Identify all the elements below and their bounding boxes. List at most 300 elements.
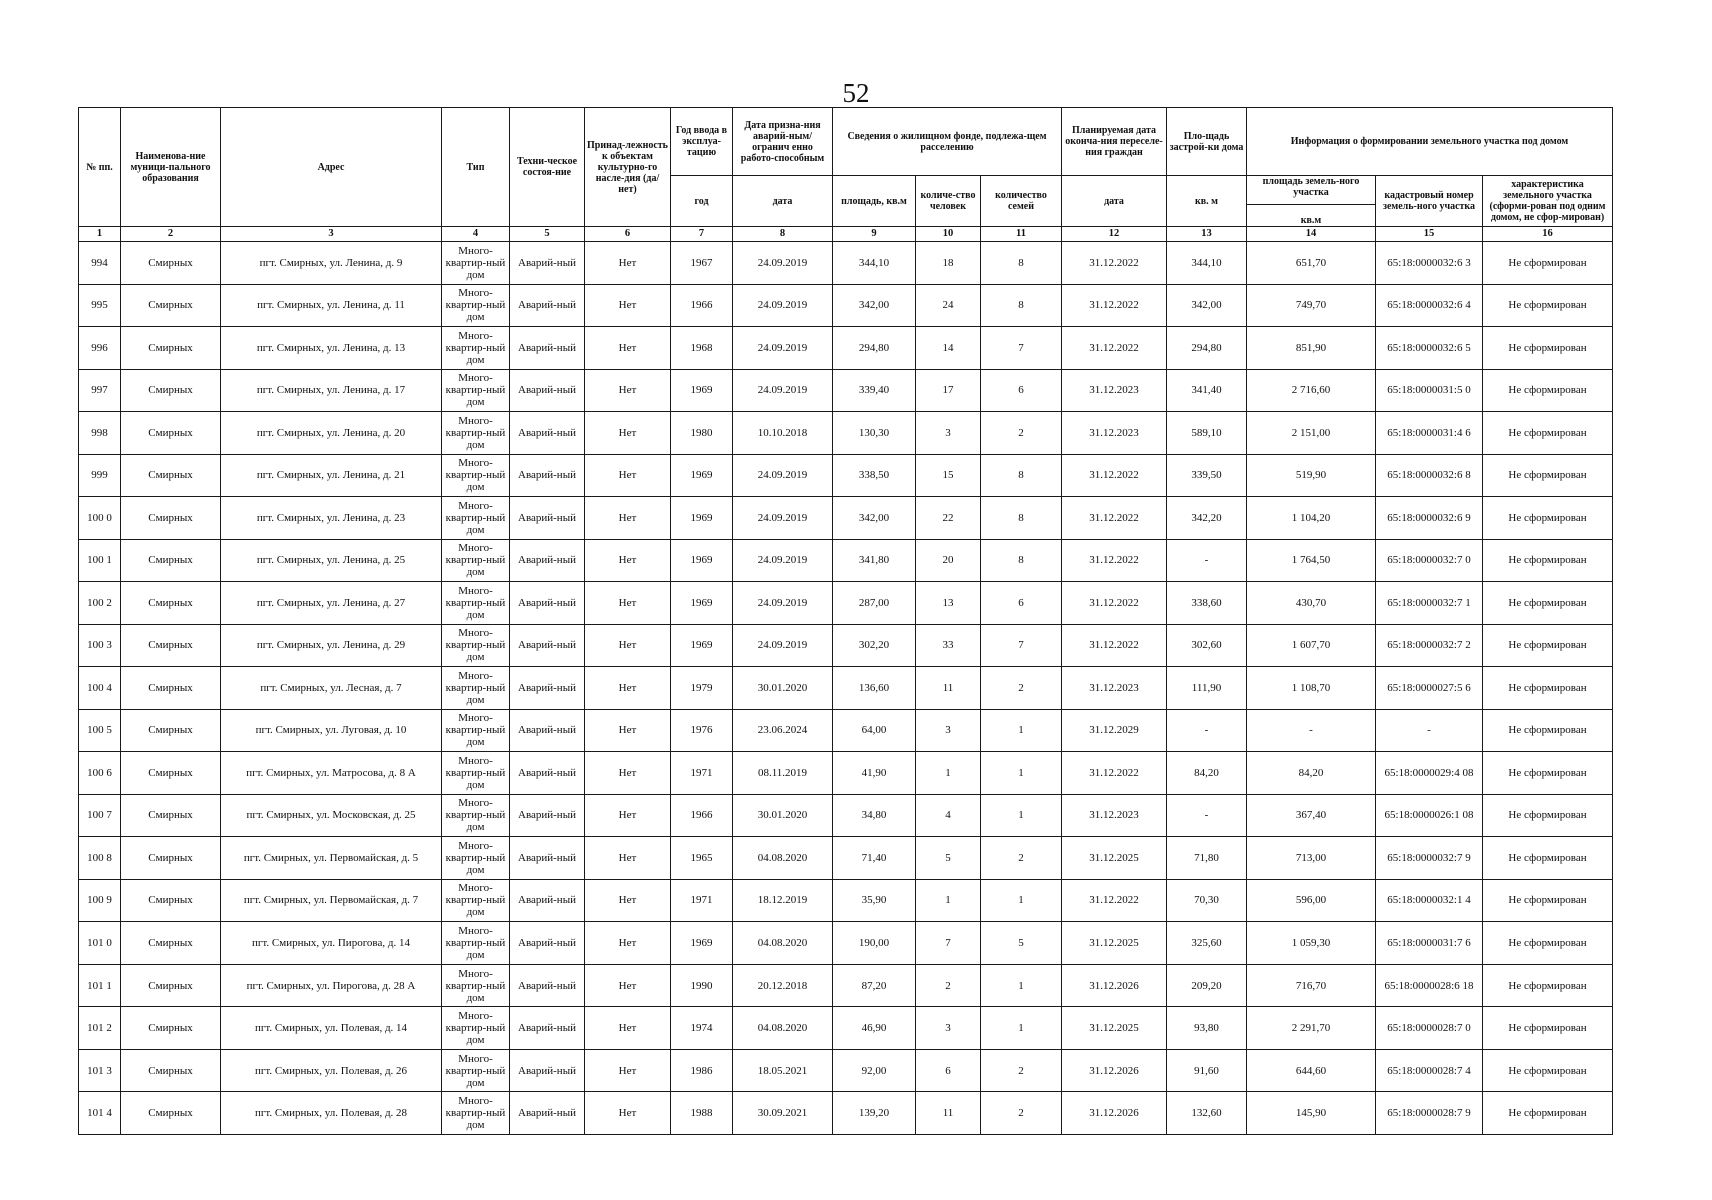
column-number: 6 — [585, 227, 671, 242]
cell-num: 100 5 — [79, 709, 121, 752]
cell-people: 22 — [916, 497, 981, 540]
column-number: 10 — [916, 227, 981, 242]
cell-cadastral: 65:18:0000032:7 0 — [1376, 539, 1483, 582]
cell-families: 8 — [981, 539, 1062, 582]
cell-num: 100 1 — [79, 539, 121, 582]
cell-num: 101 0 — [79, 922, 121, 965]
cell-num: 101 2 — [79, 1007, 121, 1050]
column-number-row — [79, 227, 1613, 242]
cell-people: 1 — [916, 879, 981, 922]
header-emergency-date: Дата призна-ния аварий-ным/огранич енно работо-способным — [733, 108, 833, 176]
cell-cadastral: 65:18:0000028:7 0 — [1376, 1007, 1483, 1050]
cell-cadastral: 65:18:0000031:5 0 — [1376, 369, 1483, 412]
cell-heritage: Нет — [585, 327, 671, 370]
cell-cadastral: 65:18:0000032:6 5 — [1376, 327, 1483, 370]
cell-num: 101 3 — [79, 1049, 121, 1092]
cell-cadastral: 65:18:0000032:7 9 — [1376, 837, 1483, 880]
table-row — [79, 794, 1613, 837]
cell-families: 1 — [981, 1007, 1062, 1050]
cell-tech-state: Аварий-ный — [510, 369, 585, 412]
cell-commissioned-year: 1979 — [671, 667, 733, 710]
cell-emergency-date: 24.09.2019 — [733, 582, 833, 625]
cell-built-area: 111,90 — [1167, 667, 1247, 710]
cell-area: 41,90 — [833, 752, 916, 795]
cell-address: пгт. Смирных, ул. Ленина, д. 27 — [221, 582, 442, 625]
cell-num: 100 7 — [79, 794, 121, 837]
table-row — [79, 539, 1613, 582]
cell-land-area: 84,20 — [1247, 752, 1376, 795]
cell-tech-state: Аварий-ный — [510, 752, 585, 795]
table-row — [79, 667, 1613, 710]
header-built-area-unit: кв. м — [1167, 176, 1247, 227]
cell-commissioned-year: 1986 — [671, 1049, 733, 1092]
header-type: Тип — [442, 108, 510, 227]
cell-emergency-date: 04.08.2020 — [733, 1007, 833, 1050]
cell-heritage: Нет — [585, 1049, 671, 1092]
cell-emergency-date: 10.10.2018 — [733, 412, 833, 455]
cell-municipality: Смирных — [121, 667, 221, 710]
cell-address: пгт. Смирных, ул. Ленина, д. 20 — [221, 412, 442, 455]
cell-address: пгт. Смирных, ул. Пирогова, д. 28 А — [221, 964, 442, 1007]
cell-address: пгт. Смирных, ул. Ленина, д. 21 — [221, 454, 442, 497]
cell-address: пгт. Смирных, ул. Ленина, д. 23 — [221, 497, 442, 540]
cell-municipality: Смирных — [121, 369, 221, 412]
cell-type: Много-квартир-ный дом — [442, 412, 510, 455]
cell-type: Много-квартир-ный дом — [442, 369, 510, 412]
cell-type: Много-квартир-ный дом — [442, 709, 510, 752]
cell-emergency-date: 24.09.2019 — [733, 284, 833, 327]
cell-cadastral: 65:18:0000032:6 8 — [1376, 454, 1483, 497]
cell-people: 3 — [916, 709, 981, 752]
cell-cadastral: 65:18:0000032:6 3 — [1376, 242, 1483, 285]
cell-type: Много-квартир-ный дом — [442, 582, 510, 625]
cell-tech-state: Аварий-ный — [510, 709, 585, 752]
cell-commissioned-year: 1988 — [671, 1092, 733, 1135]
cell-type: Много-квартир-ный дом — [442, 794, 510, 837]
cell-built-area: 589,10 — [1167, 412, 1247, 455]
cell-cadastral: 65:18:0000031:4 6 — [1376, 412, 1483, 455]
cell-built-area: 325,60 — [1167, 922, 1247, 965]
cell-emergency-date: 04.08.2020 — [733, 922, 833, 965]
cell-families: 1 — [981, 794, 1062, 837]
cell-tech-state: Аварий-ный — [510, 794, 585, 837]
cell-people: 17 — [916, 369, 981, 412]
cell-cadastral: 65:18:0000028:7 9 — [1376, 1092, 1483, 1135]
cell-built-area: 341,40 — [1167, 369, 1247, 412]
cell-land-area: 749,70 — [1247, 284, 1376, 327]
cell-commissioned-year: 1968 — [671, 327, 733, 370]
table-row — [79, 242, 1613, 285]
cell-land-status: Не сформирован — [1483, 922, 1613, 965]
cell-heritage: Нет — [585, 624, 671, 667]
cell-tech-state: Аварий-ный — [510, 284, 585, 327]
cell-families: 2 — [981, 667, 1062, 710]
cell-families: 8 — [981, 284, 1062, 327]
cell-heritage: Нет — [585, 582, 671, 625]
cell-cadastral: 65:18:0000032:1 4 — [1376, 879, 1483, 922]
cell-type: Много-квартир-ный дом — [442, 879, 510, 922]
cell-municipality: Смирных — [121, 964, 221, 1007]
cell-land-status: Не сформирован — [1483, 964, 1613, 1007]
cell-people: 15 — [916, 454, 981, 497]
cell-land-area: 713,00 — [1247, 837, 1376, 880]
cell-emergency-date: 30.01.2020 — [733, 667, 833, 710]
cell-area: 130,30 — [833, 412, 916, 455]
cell-built-area: 132,60 — [1167, 1092, 1247, 1135]
cell-planned-date: 31.12.2022 — [1062, 327, 1167, 370]
cell-planned-date: 31.12.2023 — [1062, 667, 1167, 710]
cell-planned-date: 31.12.2026 — [1062, 1092, 1167, 1135]
cell-people: 6 — [916, 1049, 981, 1092]
cell-heritage: Нет — [585, 284, 671, 327]
cell-commissioned-year: 1976 — [671, 709, 733, 752]
cell-families: 1 — [981, 879, 1062, 922]
cell-area: 342,00 — [833, 497, 916, 540]
cell-families: 7 — [981, 327, 1062, 370]
cell-cadastral: 65:18:0000028:7 4 — [1376, 1049, 1483, 1092]
cell-municipality: Смирных — [121, 879, 221, 922]
header-row-1 — [79, 108, 1613, 176]
cell-type: Много-квартир-ный дом — [442, 667, 510, 710]
cell-cadastral: 65:18:0000026:1 08 — [1376, 794, 1483, 837]
cell-built-area: 70,30 — [1167, 879, 1247, 922]
table-row — [79, 964, 1613, 1007]
cell-area: 35,90 — [833, 879, 916, 922]
cell-commissioned-year: 1971 — [671, 752, 733, 795]
cell-people: 4 — [916, 794, 981, 837]
cell-tech-state: Аварий-ный — [510, 412, 585, 455]
cell-families: 1 — [981, 964, 1062, 1007]
cell-heritage: Нет — [585, 964, 671, 1007]
cell-land-area: 644,60 — [1247, 1049, 1376, 1092]
cell-built-area: - — [1167, 794, 1247, 837]
cell-municipality: Смирных — [121, 539, 221, 582]
cell-planned-date: 31.12.2026 — [1062, 964, 1167, 1007]
table-row — [79, 284, 1613, 327]
cell-land-area: 2 716,60 — [1247, 369, 1376, 412]
cell-type: Много-квартир-ный дом — [442, 752, 510, 795]
cell-type: Много-квартир-ный дом — [442, 922, 510, 965]
cell-commissioned-year: 1966 — [671, 284, 733, 327]
cell-families: 2 — [981, 837, 1062, 880]
cell-built-area: 302,60 — [1167, 624, 1247, 667]
table-row — [79, 752, 1613, 795]
cell-address: пгт. Смирных, ул. Первомайская, д. 7 — [221, 879, 442, 922]
cell-area: 71,40 — [833, 837, 916, 880]
table-row — [79, 369, 1613, 412]
cell-land-area: 1 108,70 — [1247, 667, 1376, 710]
header-families: количество семей — [981, 176, 1062, 227]
cell-built-area: 339,50 — [1167, 454, 1247, 497]
cell-commissioned-year: 1980 — [671, 412, 733, 455]
cell-people: 7 — [916, 922, 981, 965]
cell-cadastral: 65:18:0000032:6 9 — [1376, 497, 1483, 540]
cell-people: 2 — [916, 964, 981, 1007]
cell-area: 294,80 — [833, 327, 916, 370]
cell-land-status: Не сформирован — [1483, 752, 1613, 795]
cell-land-area: 1 607,70 — [1247, 624, 1376, 667]
cell-commissioned-year: 1969 — [671, 369, 733, 412]
cell-emergency-date: 24.09.2019 — [733, 369, 833, 412]
cell-people: 24 — [916, 284, 981, 327]
cell-planned-date: 31.12.2022 — [1062, 497, 1167, 540]
cell-land-area: 367,40 — [1247, 794, 1376, 837]
header-planned-date-unit: дата — [1062, 176, 1167, 227]
cell-built-area: 93,80 — [1167, 1007, 1247, 1050]
cell-type: Много-квартир-ный дом — [442, 837, 510, 880]
header-tech-state: Техни-ческое состоя-ние — [510, 108, 585, 227]
cell-land-status: Не сформирован — [1483, 709, 1613, 752]
cell-planned-date: 31.12.2025 — [1062, 1007, 1167, 1050]
table-row — [79, 709, 1613, 752]
column-number: 14 — [1247, 227, 1376, 242]
cell-families: 2 — [981, 412, 1062, 455]
cell-land-area: 651,70 — [1247, 242, 1376, 285]
cell-tech-state: Аварий-ный — [510, 837, 585, 880]
cell-tech-state: Аварий-ный — [510, 1092, 585, 1135]
cell-num: 999 — [79, 454, 121, 497]
cell-people: 3 — [916, 412, 981, 455]
cell-num: 998 — [79, 412, 121, 455]
cell-municipality: Смирных — [121, 837, 221, 880]
cell-num: 997 — [79, 369, 121, 412]
cell-heritage: Нет — [585, 1092, 671, 1135]
cell-heritage: Нет — [585, 922, 671, 965]
cell-area: 339,40 — [833, 369, 916, 412]
cell-land-status: Не сформирован — [1483, 369, 1613, 412]
cell-area: 287,00 — [833, 582, 916, 625]
cell-built-area: - — [1167, 539, 1247, 582]
column-number: 8 — [733, 227, 833, 242]
cell-address: пгт. Смирных, ул. Луговая, д. 10 — [221, 709, 442, 752]
column-number: 9 — [833, 227, 916, 242]
cell-heritage: Нет — [585, 369, 671, 412]
column-number: 3 — [221, 227, 442, 242]
cell-families: 1 — [981, 709, 1062, 752]
cell-municipality: Смирных — [121, 327, 221, 370]
table-row — [79, 412, 1613, 455]
cell-families: 2 — [981, 1092, 1062, 1135]
table-row — [79, 922, 1613, 965]
cell-num: 100 3 — [79, 624, 121, 667]
table-row — [79, 327, 1613, 370]
cell-tech-state: Аварий-ный — [510, 879, 585, 922]
header-commissioned: Год ввода в эксплуа-тацию — [671, 108, 733, 176]
cell-land-status: Не сформирован — [1483, 454, 1613, 497]
table-row — [79, 1092, 1613, 1135]
cell-address: пгт. Смирных, ул. Полевая, д. 26 — [221, 1049, 442, 1092]
cell-land-status: Не сформирован — [1483, 284, 1613, 327]
cell-planned-date: 31.12.2029 — [1062, 709, 1167, 752]
cell-people: 33 — [916, 624, 981, 667]
cell-people: 1 — [916, 752, 981, 795]
cell-cadastral: - — [1376, 709, 1483, 752]
cell-planned-date: 31.12.2023 — [1062, 369, 1167, 412]
cell-municipality: Смирных — [121, 752, 221, 795]
cell-address: пгт. Смирных, ул. Первомайская, д. 5 — [221, 837, 442, 880]
cell-num: 100 6 — [79, 752, 121, 795]
cell-land-area: 851,90 — [1247, 327, 1376, 370]
cell-planned-date: 31.12.2022 — [1062, 539, 1167, 582]
cell-address: пгт. Смирных, ул. Ленина, д. 13 — [221, 327, 442, 370]
cell-tech-state: Аварий-ный — [510, 667, 585, 710]
header-land-status: характеристика земельного участка (сформи-рован под одним домом, не сфор-мирован) — [1483, 176, 1613, 227]
cell-area: 344,10 — [833, 242, 916, 285]
cell-land-status: Не сформирован — [1483, 327, 1613, 370]
cell-emergency-date: 24.09.2019 — [733, 454, 833, 497]
column-number: 13 — [1167, 227, 1247, 242]
cell-land-status: Не сформирован — [1483, 1092, 1613, 1135]
cell-type: Много-квартир-ный дом — [442, 242, 510, 285]
cell-tech-state: Аварий-ный — [510, 624, 585, 667]
cell-address: пгт. Смирных, ул. Полевая, д. 14 — [221, 1007, 442, 1050]
table-row — [79, 582, 1613, 625]
cell-heritage: Нет — [585, 837, 671, 880]
cell-cadastral: 65:18:0000029:4 08 — [1376, 752, 1483, 795]
cell-heritage: Нет — [585, 454, 671, 497]
cell-emergency-date: 18.05.2021 — [733, 1049, 833, 1092]
cell-cadastral: 65:18:0000031:7 6 — [1376, 922, 1483, 965]
cell-people: 13 — [916, 582, 981, 625]
cell-municipality: Смирных — [121, 1049, 221, 1092]
cell-cadastral: 65:18:0000027:5 6 — [1376, 667, 1483, 710]
cell-municipality: Смирных — [121, 794, 221, 837]
header-address: Адрес — [221, 108, 442, 227]
cell-commissioned-year: 1969 — [671, 454, 733, 497]
cell-tech-state: Аварий-ный — [510, 1007, 585, 1050]
cell-cadastral: 65:18:0000032:7 2 — [1376, 624, 1483, 667]
cell-heritage: Нет — [585, 794, 671, 837]
cell-people: 5 — [916, 837, 981, 880]
cell-cadastral: 65:18:0000032:7 1 — [1376, 582, 1483, 625]
cell-tech-state: Аварий-ный — [510, 1049, 585, 1092]
cell-type: Много-квартир-ный дом — [442, 1092, 510, 1135]
cell-tech-state: Аварий-ный — [510, 539, 585, 582]
header-area: площадь, кв.м — [833, 176, 916, 227]
cell-type: Много-квартир-ный дом — [442, 284, 510, 327]
cell-commissioned-year: 1969 — [671, 624, 733, 667]
header-emergency-date-unit: дата — [733, 176, 833, 227]
cell-address: пгт. Смирных, ул. Ленина, д. 17 — [221, 369, 442, 412]
cell-heritage: Нет — [585, 667, 671, 710]
cell-municipality: Смирных — [121, 284, 221, 327]
column-number: 5 — [510, 227, 585, 242]
cell-land-status: Не сформирован — [1483, 1049, 1613, 1092]
cell-planned-date: 31.12.2023 — [1062, 794, 1167, 837]
header-cadastral: кадастровый номер земель-ного участка — [1376, 176, 1483, 227]
cell-planned-date: 31.12.2022 — [1062, 582, 1167, 625]
cell-emergency-date: 30.09.2021 — [733, 1092, 833, 1135]
header-heritage: Принад-лежность к объектам культурно-го насле-дия (да/нет) — [585, 108, 671, 227]
cell-emergency-date: 04.08.2020 — [733, 837, 833, 880]
cell-commissioned-year: 1969 — [671, 922, 733, 965]
cell-built-area: 342,20 — [1167, 497, 1247, 540]
cell-heritage: Нет — [585, 752, 671, 795]
table-row — [79, 624, 1613, 667]
cell-emergency-date: 23.06.2024 — [733, 709, 833, 752]
cell-planned-date: 31.12.2022 — [1062, 454, 1167, 497]
header-land-group: Информация о формировании земельного участка под домом — [1247, 108, 1613, 176]
cell-land-status: Не сформирован — [1483, 794, 1613, 837]
header-commissioned-unit: год — [671, 176, 733, 227]
cell-people: 11 — [916, 1092, 981, 1135]
cell-area: 139,20 — [833, 1092, 916, 1135]
cell-type: Много-квартир-ный дом — [442, 497, 510, 540]
cell-families: 8 — [981, 497, 1062, 540]
cell-type: Много-квартир-ный дом — [442, 964, 510, 1007]
cell-land-area: 519,90 — [1247, 454, 1376, 497]
cell-tech-state: Аварий-ный — [510, 327, 585, 370]
cell-emergency-date: 24.09.2019 — [733, 497, 833, 540]
cell-commissioned-year: 1969 — [671, 497, 733, 540]
cell-land-area: 1 764,50 — [1247, 539, 1376, 582]
header-municipality: Наименова-ние муници-пального образования — [121, 108, 221, 227]
cell-heritage: Нет — [585, 412, 671, 455]
column-number: 1 — [79, 227, 121, 242]
cell-num: 100 9 — [79, 879, 121, 922]
cell-num: 101 1 — [79, 964, 121, 1007]
column-number: 15 — [1376, 227, 1483, 242]
cell-land-area: - — [1247, 709, 1376, 752]
cell-num: 100 4 — [79, 667, 121, 710]
cell-area: 342,00 — [833, 284, 916, 327]
cell-heritage: Нет — [585, 879, 671, 922]
header-land-area-unit: кв.м — [1247, 204, 1375, 226]
column-number: 4 — [442, 227, 510, 242]
cell-commissioned-year: 1969 — [671, 539, 733, 582]
cell-heritage: Нет — [585, 497, 671, 540]
cell-land-area: 145,90 — [1247, 1092, 1376, 1135]
cell-commissioned-year: 1967 — [671, 242, 733, 285]
cell-land-area: 596,00 — [1247, 879, 1376, 922]
cell-commissioned-year: 1966 — [671, 794, 733, 837]
cell-cadastral: 65:18:0000028:6 18 — [1376, 964, 1483, 1007]
cell-planned-date: 31.12.2022 — [1062, 242, 1167, 285]
cell-land-status: Не сформирован — [1483, 1007, 1613, 1050]
cell-municipality: Смирных — [121, 412, 221, 455]
cell-people: 11 — [916, 667, 981, 710]
cell-num: 994 — [79, 242, 121, 285]
cell-area: 46,90 — [833, 1007, 916, 1050]
cell-address: пгт. Смирных, ул. Полевая, д. 28 — [221, 1092, 442, 1135]
cell-emergency-date: 24.09.2019 — [733, 539, 833, 582]
cell-emergency-date: 08.11.2019 — [733, 752, 833, 795]
cell-land-area: 1 059,30 — [1247, 922, 1376, 965]
housing-register-table — [78, 107, 1613, 1135]
cell-emergency-date: 30.01.2020 — [733, 794, 833, 837]
cell-tech-state: Аварий-ный — [510, 454, 585, 497]
cell-planned-date: 31.12.2025 — [1062, 837, 1167, 880]
cell-land-status: Не сформирован — [1483, 837, 1613, 880]
cell-area: 341,80 — [833, 539, 916, 582]
cell-heritage: Нет — [585, 242, 671, 285]
cell-commissioned-year: 1965 — [671, 837, 733, 880]
cell-families: 7 — [981, 624, 1062, 667]
cell-built-area: 344,10 — [1167, 242, 1247, 285]
cell-type: Много-квартир-ный дом — [442, 454, 510, 497]
cell-land-status: Не сформирован — [1483, 412, 1613, 455]
cell-tech-state: Аварий-ный — [510, 922, 585, 965]
cell-address: пгт. Смирных, ул. Матросова, д. 8 А — [221, 752, 442, 795]
cell-emergency-date: 24.09.2019 — [733, 327, 833, 370]
cell-planned-date: 31.12.2022 — [1062, 752, 1167, 795]
cell-families: 6 — [981, 369, 1062, 412]
cell-built-area: 294,80 — [1167, 327, 1247, 370]
header-housing-group: Сведения о жилищном фонде, подлежа-щем расселению — [833, 108, 1062, 176]
cell-land-status: Не сформирован — [1483, 582, 1613, 625]
cell-people: 18 — [916, 242, 981, 285]
cell-type: Много-квартир-ный дом — [442, 624, 510, 667]
